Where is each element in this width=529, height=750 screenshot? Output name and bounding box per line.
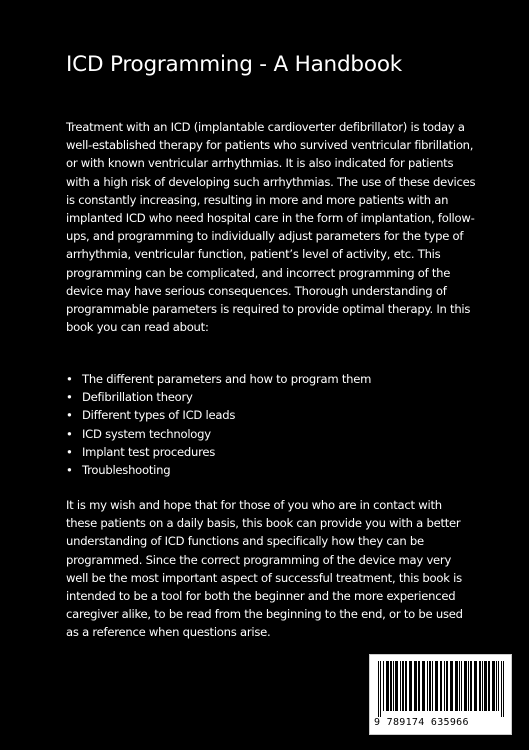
closing-paragraph: It is my wish and hope that for those of you who are in contact with these patients on a daily basis, this book can provide you with a better understanding of ICD functions and specifically how they can be programmed. Since the correct programming of the device may very well be the most important aspect of successful treatment, this book is intended to be a tool for both the beginner and the more experienced caregiver alike, to be read from the beginning to the end, or to be used as a reference when questions arise. xyxy=(66,498,463,640)
barcode-bar xyxy=(455,661,458,711)
barcode-bar xyxy=(492,661,495,711)
barcode-bar xyxy=(496,661,497,711)
list-item xyxy=(66,443,371,461)
barcode-bar xyxy=(390,661,392,711)
barcode-bar xyxy=(386,661,389,711)
barcode-bar xyxy=(484,661,487,711)
barcode-bar xyxy=(405,661,407,711)
barcode-bar xyxy=(468,661,469,711)
topic-label: Troubleshooting xyxy=(82,463,171,478)
topic-label: ICD system technology xyxy=(82,426,211,441)
barcode-number: 9 789174 635966 xyxy=(374,717,469,728)
bullet-icon: • xyxy=(66,390,73,405)
barcode-bar xyxy=(461,661,462,711)
bullet-icon: • xyxy=(66,408,73,423)
barcode-bar xyxy=(479,661,481,711)
barcode-bar xyxy=(501,661,502,717)
topic-label: The different parameters and how to program them xyxy=(82,372,372,386)
barcode-bar xyxy=(432,661,433,711)
topic-label: Defibrillation theory xyxy=(82,390,193,405)
barcode-bar xyxy=(429,661,431,711)
list-item xyxy=(66,406,371,424)
topic-label: Different types of ICD leads xyxy=(82,408,236,423)
book-title: ICD Programming - A Handbook xyxy=(66,52,403,77)
barcode-bar xyxy=(444,661,445,711)
list-item xyxy=(66,425,371,443)
barcode-bar xyxy=(498,661,499,711)
barcode-bar xyxy=(422,661,425,711)
barcode-bar xyxy=(378,661,379,717)
barcode-bar xyxy=(380,661,381,717)
bullet-icon: • xyxy=(66,463,73,478)
barcode-bar xyxy=(482,661,483,711)
topic-label: Implant test procedures xyxy=(82,444,216,459)
barcode-bar xyxy=(409,661,412,711)
barcode-bars xyxy=(376,661,507,717)
barcode-bar xyxy=(488,661,490,711)
list-item xyxy=(66,388,371,406)
barcode-bar xyxy=(470,661,472,711)
barcode-bar xyxy=(474,661,477,711)
barcode-bar xyxy=(446,661,448,711)
list-item xyxy=(66,461,371,479)
barcode-bar xyxy=(393,661,394,711)
barcode-bar xyxy=(435,661,438,711)
barcode-bar xyxy=(459,661,460,711)
barcode-bar xyxy=(395,661,398,711)
barcode-bar xyxy=(440,661,442,711)
bullet-icon: • xyxy=(66,372,73,386)
isbn-barcode xyxy=(369,654,512,735)
barcode-bar xyxy=(503,661,504,717)
barcode-bar xyxy=(383,661,384,711)
barcode-bar xyxy=(400,661,401,711)
intro-paragraph: Treatment with an ICD (implantable cardioverter defibrillator) is today a well-established therapy for patients who survived ventricular fibrillation, or with known ventricular arrhythmias. It is also indicated for patients with a high risk of developing such arrhythmias. The use of these devices is constantly increasing, resulting in more and more patients with an implanted ICD who need hospital care in the form of implantation, follow-ups, and programming to individually adjust parameters for the type of arrhythmia, ventricular function, patient’s level of activity, etc. This programming can be complicated, and incorrect programming of the device may have serious consequences. Thorough understanding of programmable parameters is required to provide optimal therapy. In this book you can read about: xyxy=(66,120,476,335)
barcode-bar xyxy=(418,661,420,711)
barcode-bar xyxy=(414,661,417,711)
bullet-icon: • xyxy=(66,426,73,441)
barcode-bar xyxy=(450,661,453,711)
barcode-bar xyxy=(427,661,428,711)
topic-list xyxy=(66,370,371,479)
barcode-bar xyxy=(402,661,404,711)
barcode-bar xyxy=(464,661,467,711)
list-item xyxy=(66,370,371,388)
bullet-icon: • xyxy=(66,444,73,459)
